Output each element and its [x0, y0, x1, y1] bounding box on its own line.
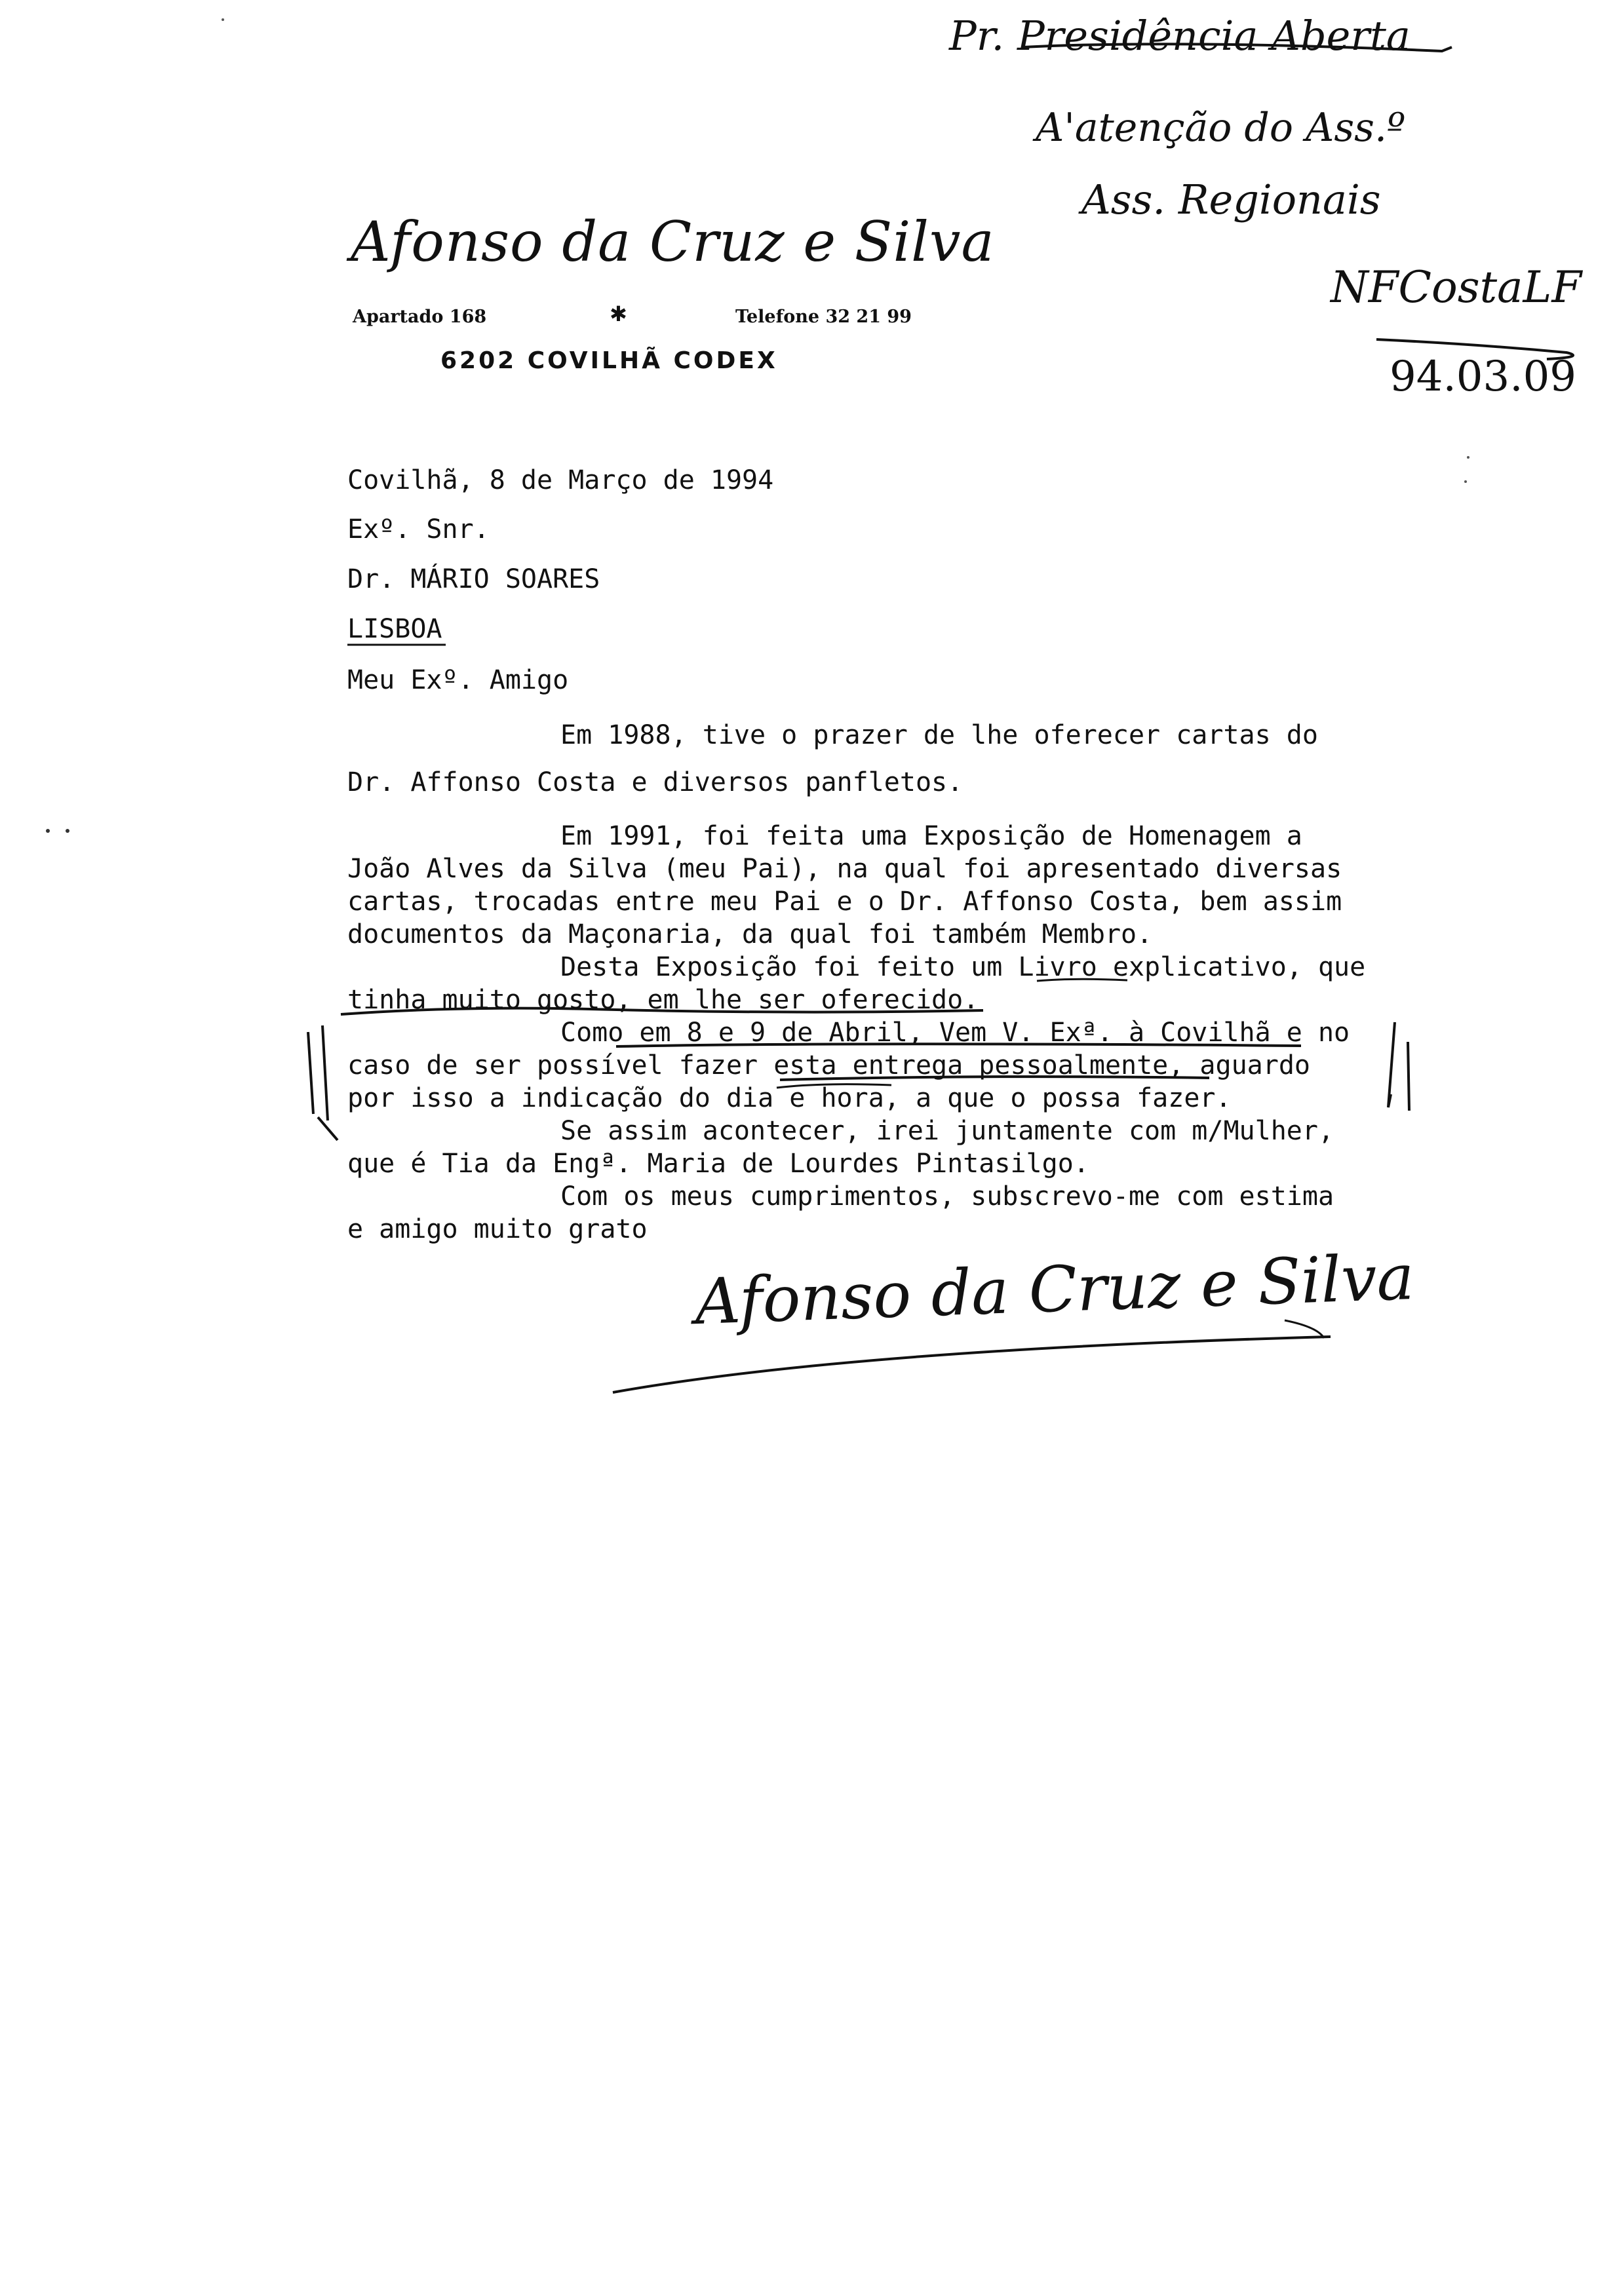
letterhead-city: 6202 COVILHÃ CODEX — [440, 347, 778, 374]
abril-underline — [616, 1044, 1301, 1046]
signature: Afonso da Cruz e Silva — [693, 1240, 1416, 1339]
letter-line: tinha muito gosto, em lhe ser oferecido. — [347, 985, 979, 1015]
letter-line: Em 1991, foi feita uma Exposição de Homenagem a — [560, 821, 1302, 851]
scan-speck — [66, 829, 69, 833]
letter-line: que é Tia da Engª. Maria de Lourdes Pintasilgo. — [347, 1149, 1089, 1179]
letter-salutation-title: Exº. Snr. — [347, 514, 490, 545]
letterhead-telefone: Telefone 32 21 99 — [735, 307, 912, 327]
signature-flourish — [613, 1337, 1331, 1392]
signature-tail — [1285, 1320, 1324, 1338]
annotation-regionais: Ass. Regionais — [1081, 176, 1381, 223]
entrega-underline — [780, 1077, 1209, 1080]
letter-line: Se assim acontecer, irei juntamente com m/Mulher, — [560, 1116, 1334, 1146]
letter-place-date: Covilhã, 8 de Março de 1994 — [347, 465, 774, 495]
date-underline — [1376, 339, 1573, 359]
annotation-initials: NFCostaLF — [1331, 262, 1582, 313]
letter-line: cartas, trocadas entre meu Pai e o Dr. Affonso Costa, bem assim — [347, 887, 1342, 917]
livro-underline — [1037, 979, 1127, 981]
right-margin-bracket — [1388, 1022, 1409, 1111]
annotation-underline — [1022, 44, 1452, 51]
scan-speck — [1467, 456, 1469, 459]
scan-speck — [1464, 480, 1467, 483]
letterhead-separator-icon: ✱ — [610, 301, 627, 326]
letter-city: LISBOA — [347, 614, 442, 644]
gosto-underline — [341, 1008, 983, 1014]
scan-speck — [46, 829, 50, 833]
annotation-date: 94.03.09 — [1390, 353, 1576, 401]
letter-line: caso de ser possível fazer esta entrega pessoalmente, aguardo — [347, 1050, 1311, 1081]
letterhead-name: Afonso da Cruz e Silva — [351, 210, 995, 274]
scan-speck — [222, 18, 224, 21]
letter-line: João Alves da Silva (meu Pai), na qual foi apresentado diversas — [347, 854, 1342, 884]
letter-line: Dr. Affonso Costa e diversos panfletos. — [347, 767, 963, 797]
annotation-presidencia: Pr. Presidência Aberta — [949, 12, 1411, 60]
letter-line: e amigo muito grato — [347, 1214, 648, 1244]
letter-line: Como em 8 e 9 de Abril, Vem V. Exª. à Covilhã e no — [560, 1018, 1350, 1048]
annotation-atencao: A'atenção do Ass.º — [1036, 105, 1406, 151]
letter-line: por isso a indicação do dia e hora, a que o possa fazer. — [347, 1083, 1232, 1113]
letter-line: Em 1988, tive o prazer de lhe oferecer cartas do — [560, 720, 1318, 750]
letter-greeting: Meu Exº. Amigo — [347, 665, 569, 695]
hora-underline — [777, 1084, 891, 1088]
left-margin-bracket — [308, 1025, 338, 1140]
letterhead-apartado: Apartado 168 — [353, 307, 487, 327]
letter-line: Com os meus cumprimentos, subscrevo-me com estima — [560, 1181, 1334, 1212]
letter-line: documentos da Maçonaria, da qual foi também Membro. — [347, 919, 1153, 949]
letter-line: Desta Exposição foi feito um Livro explicativo, que — [560, 952, 1366, 982]
letter-recipient: Dr. MÁRIO SOARES — [347, 564, 600, 594]
